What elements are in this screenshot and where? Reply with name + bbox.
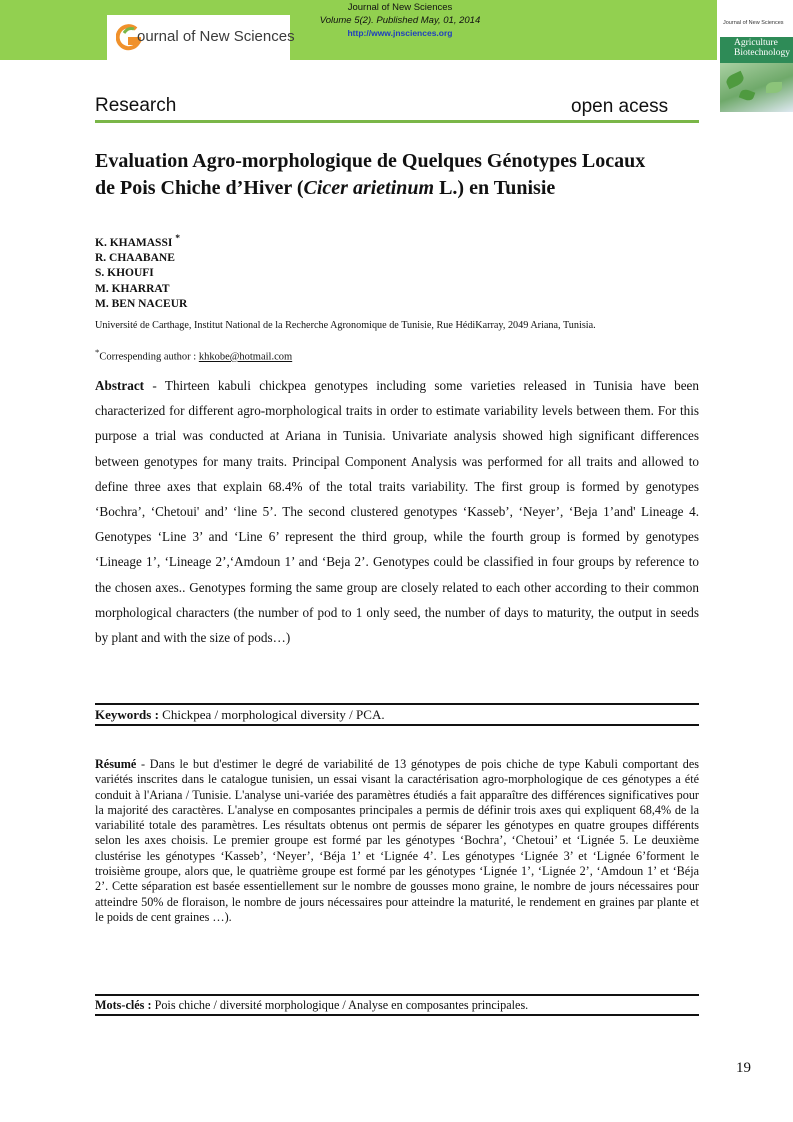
cover-title: Agriculture Biotechnology	[734, 38, 790, 58]
journal-name: Journal of New Sciences	[347, 2, 453, 13]
section-label: Research	[95, 95, 177, 116]
journal-url-link[interactable]: http://www.jnsciences.org	[347, 28, 453, 38]
mots-cles-top-rule	[95, 994, 699, 996]
author-name: S. KHOUFI	[95, 267, 154, 280]
journal-logo[interactable]	[107, 15, 295, 60]
keywords-bottom-rule	[95, 724, 699, 726]
page-number: 19	[736, 1060, 751, 1076]
author-name: M. KHARRAT	[95, 282, 170, 295]
access-label: open acess	[571, 96, 669, 117]
journal-cover-thumbnail	[720, 16, 793, 112]
journal-citation	[290, 1, 510, 40]
journal-logo-text: ournal of New Sciences	[137, 28, 295, 45]
keywords: Keywords : Chickpea / morphological diversity / PCA.	[95, 707, 385, 722]
author-email-link[interactable]: khkobe@hotmail.com	[198, 351, 293, 363]
abstract	[95, 373, 699, 650]
author-name: K. KHAMASSI *	[95, 233, 180, 249]
abstract-text: - Thirteen kabuli chickpea genotypes including some varieties released in Tunisia have been characterized for different agro-morphological traits in order to estimate variability levels between them. For this purpose a trial was conducted at Ariana in Tunisia. Univariate analysis showed high significant differences between genotypes for many traits. Principal Component Analysis was performed for all traits and allowed to define three axes that explain 68.4% of the total traits variability. The first group is formed by genotypes ‘Bochra’, ‘Chetoui' and’ ‘line 5’. The second clustered genotypes ‘Kasseb’, ‘Neyer’, ‘Beja 1’and' Lineage 4. Genotypes ‘Line 3’ and ‘Line 6’ represent the third group, while the fourth group is formed by genotypes ‘Lineage 1’, ‘Lineage 2’,‘Amdoun 1’ and ‘Beja 2’. Genotypes could be classified in four groups by reference to the chosen axes.. Genotypes forming the same group are closely related to each other according to their common morphological characters (the number of pod to 1 only seed, the number of days to maturity, the output in seeds by plant and with the size of pods…)	[95, 378, 699, 646]
abstract-label: Abstract	[95, 378, 145, 393]
resume-label: Résumé	[95, 757, 137, 771]
resume-text: - Dans le but d'estimer le degré de variabilité de 13 génotypes de pois chiche de type Kabuli comportant des variétés inscrites dans le catalogue tunisien, un essai visant la caractérisation agro-morphologique de ces génotypes a été conduit à l'Ariana / Tunisie. L'analyse uni-variée des paramètres étudiés a fait apparaître des différences significatives pour la majorité des caractères. L'analyse en composantes principales a permis de définir trois axes qui expliquent 68,4% de la variabilité totale des paramètres. Les résultats obtenus ont permis de séparer les génotypes en quatre groupes différents selon les axes choisis. Le premier groupe est formé par les génotypes ‘Bochra’, ‘Chetoui’ et ‘Lignée 5. Le deuxième clustérise les génotypes ‘Kasseb’, ‘Neyer’, ‘Béja 1’ et ‘Lignée 4’. Les génotypes ‘Lignée 3’ et ‘Lignée 6’forment le troisième groupe, alors que, le quatrième groupe est formé par les génotypes ‘Lignée 1’, ‘Lignée 2’, ‘Amdoun 1’ et ‘Béja 2’. Cette séparation est basée essentiellement sur le nombre de gousses mono graine, le nombre de jours nécessaires pour atteindre 50% de floraison, le nombre de jours nécessaires pour atteindre la maturité, le rendement en graines par plante et le poids de cent graines …).	[95, 757, 699, 924]
journal-volume: Volume 5(2). Published May, 01, 2014	[319, 15, 481, 26]
mots-cles: Mots-clés : Pois chiche / diversité morphologique / Analyse en composantes principales.	[95, 998, 529, 1012]
keywords-top-rule	[95, 703, 699, 705]
author-name: M. BEN NACEUR	[95, 298, 188, 311]
author-list	[95, 231, 187, 312]
header-divider	[95, 120, 699, 123]
affiliation: Université de Carthage, Institut National de la Recherche Agronomique de Tunisie, Rue HédiKarray, 2049 Ariana, Tunisia.	[95, 320, 596, 331]
corresponding-author: *Correspending author : khkobe@hotmail.com	[95, 347, 293, 363]
resume	[95, 757, 699, 925]
cover-logo-text: Journal of New Sciences	[723, 20, 784, 26]
mots-cles-bottom-rule	[95, 1014, 699, 1016]
paper-title: Evaluation Agro-morphologique de Quelques Génotypes Locaux de Pois Chiche d’Hiver (Cicer arietinum L.) en Tunisie	[95, 150, 646, 199]
author-name: R. CHAABANE	[95, 252, 175, 265]
